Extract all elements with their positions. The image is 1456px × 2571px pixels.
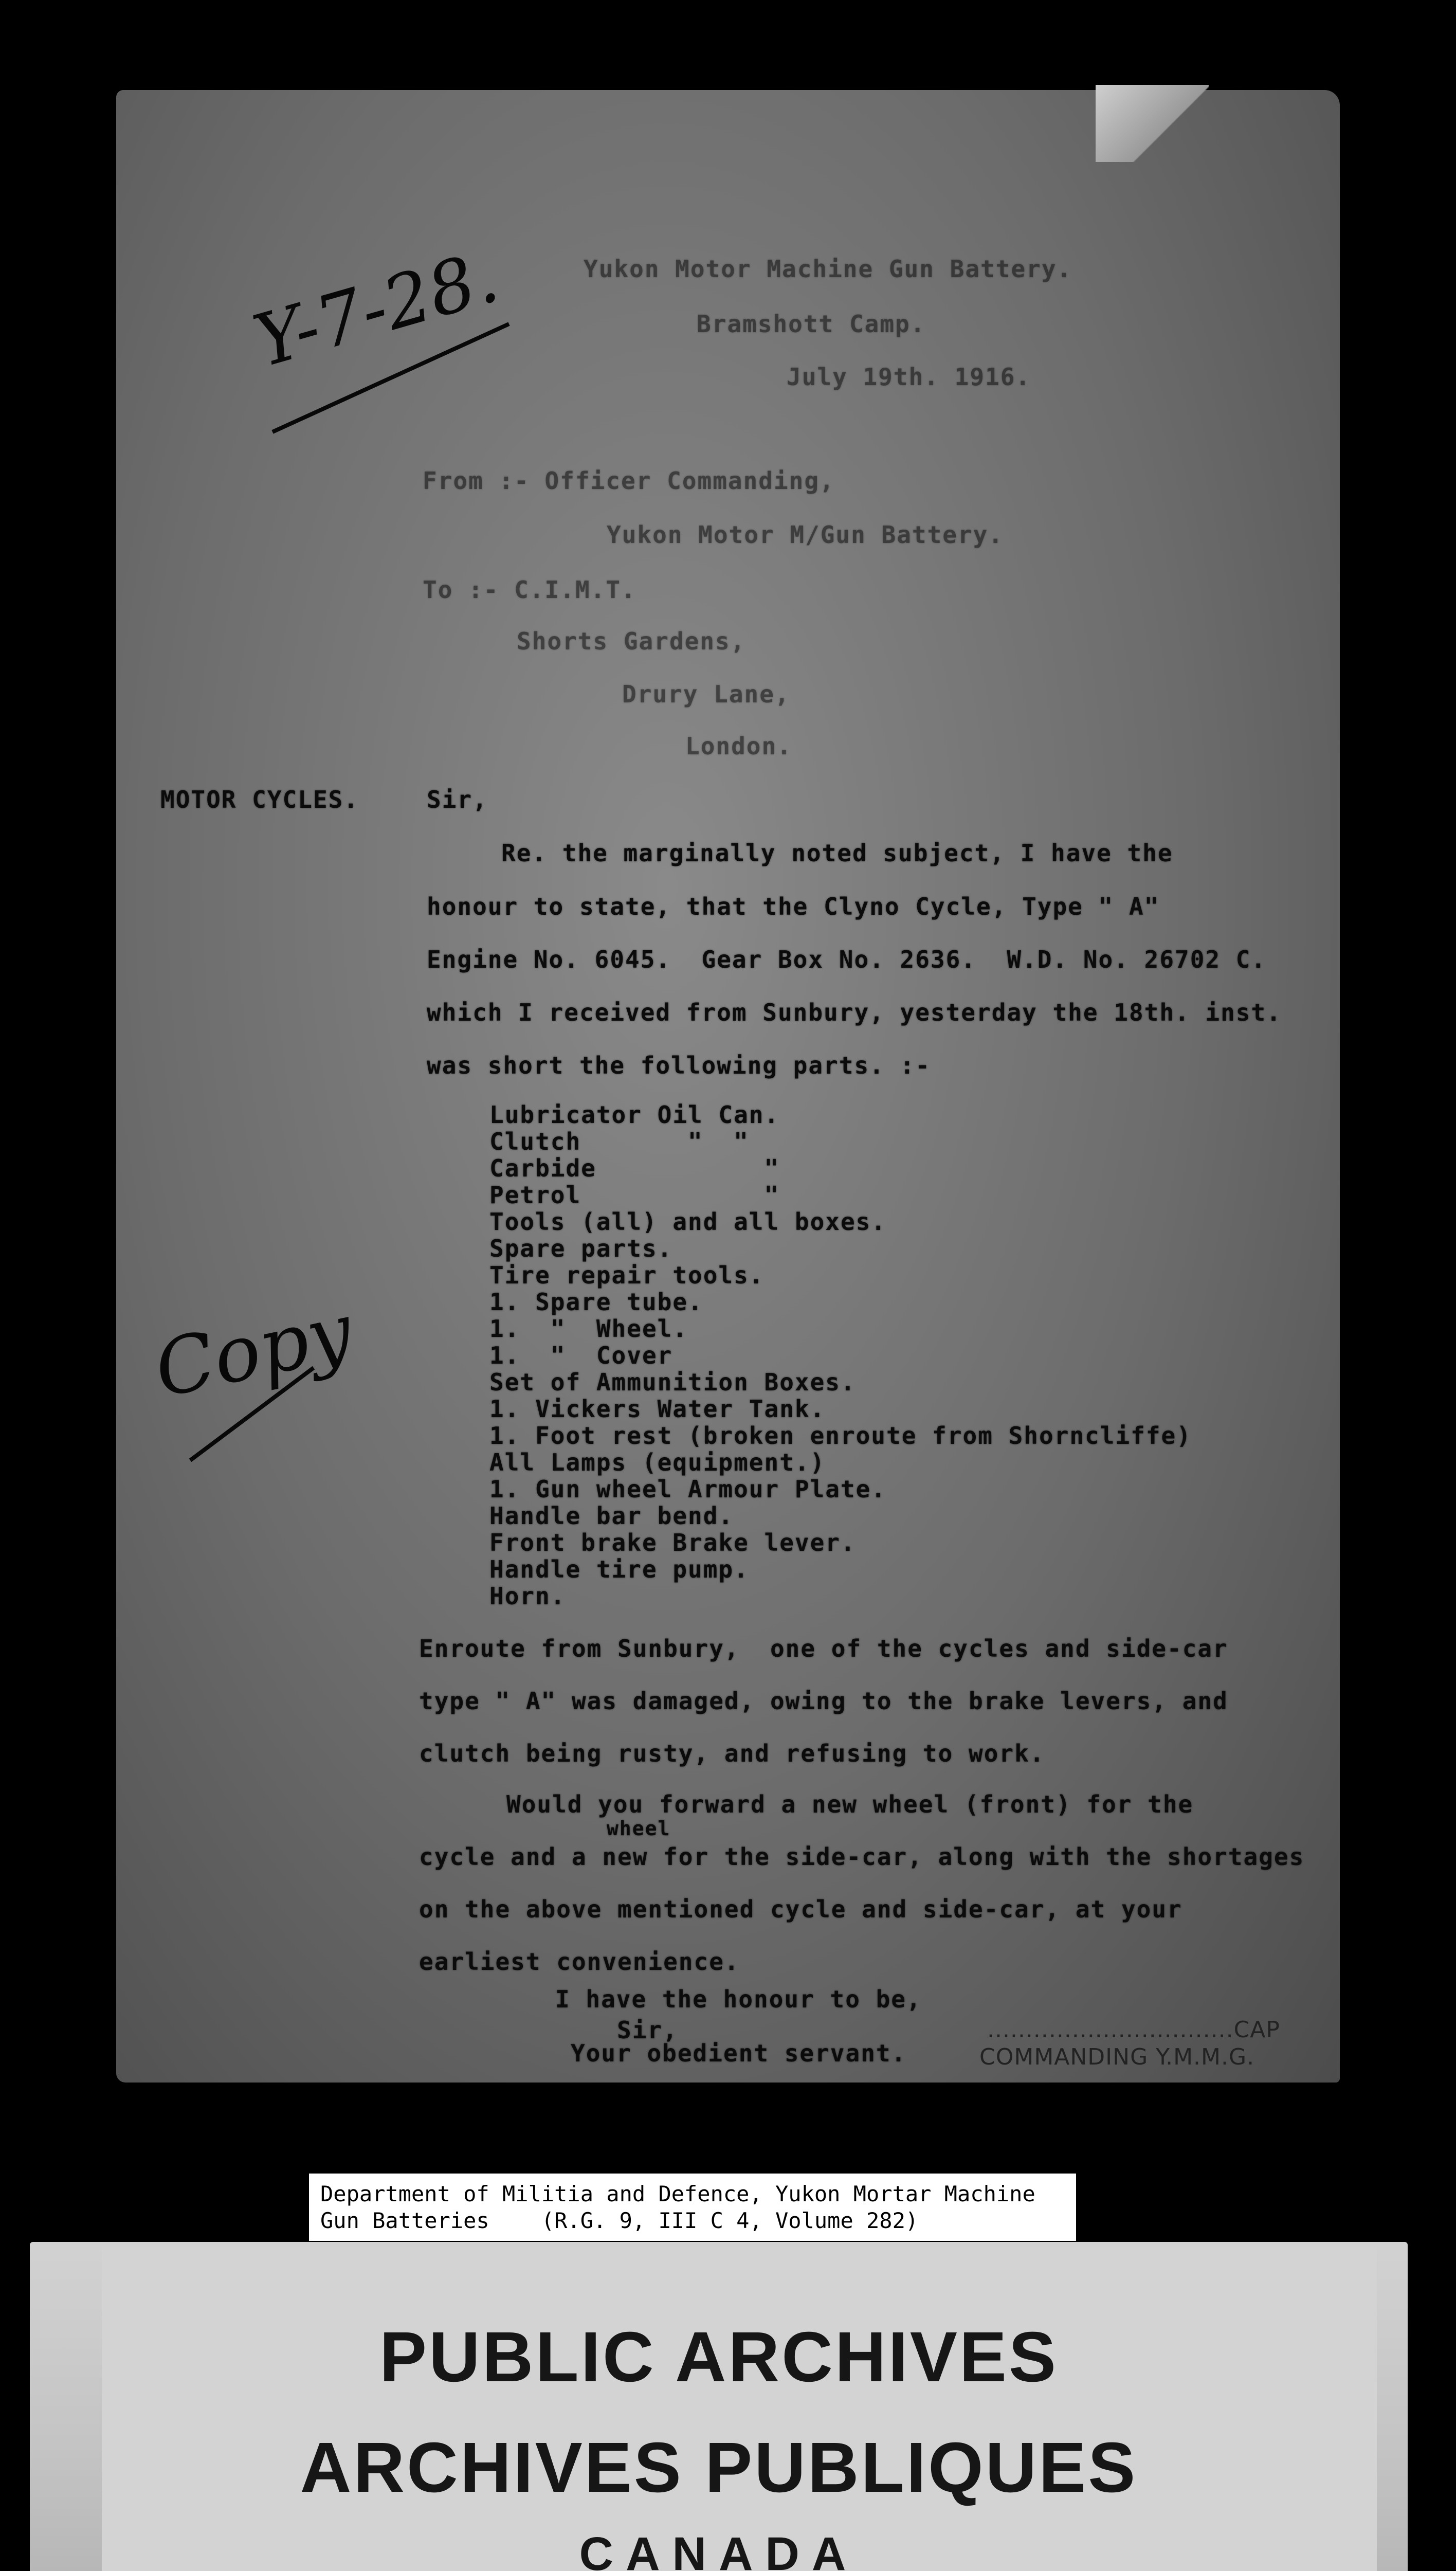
body-line: which I received from Sunbury, yesterday the 18th. inst. <box>427 999 1282 1026</box>
handwritten-copy-note: Copy <box>147 1286 360 1416</box>
margin-subject: MOTOR CYCLES. <box>160 786 359 813</box>
archives-card-panel <box>102 2247 1377 2571</box>
archives-country: CANADA <box>579 2528 859 2571</box>
commanding-stamp: COMMANDING Y.M.M.G. <box>979 2044 1255 2070</box>
closing-line: Sir, <box>617 2016 678 2044</box>
body-line: Engine No. 6045. Gear Box No. 2636. W.D. No. 26702 C. <box>427 946 1267 973</box>
parts-list-item: Set of Ammunition Boxes. <box>489 1368 856 1396</box>
parts-list-item: Lubricator Oil Can. <box>489 1101 780 1129</box>
parts-list-item: 1. Gun wheel Armour Plate. <box>489 1475 887 1503</box>
caption-line: Department of Militia and Defence, Yukon Mortar Machine <box>320 2181 1035 2206</box>
parts-list-item: 1. " Wheel. <box>489 1315 688 1343</box>
letter-date: July 19th. 1916. <box>787 363 1031 391</box>
closing-line: I have the honour to be, <box>555 1985 922 2013</box>
parts-list-item: 1. Vickers Water Tank. <box>489 1395 826 1423</box>
handwritten-copy-stroke <box>185 1363 319 1465</box>
body-line: Re. the marginally noted subject, I have the <box>501 839 1173 867</box>
archives-title-fr: ARCHIVES PUBLIQUES <box>300 2428 1138 2507</box>
request-insertion: wheel <box>607 1817 671 1840</box>
from-unit: Yukon Motor M/Gun Battery. <box>607 521 1004 549</box>
handwritten-reference: Y-7-28. <box>245 234 507 384</box>
handwritten-underline <box>267 319 514 437</box>
request-line: earliest convenience. <box>419 1948 740 1976</box>
caption-line: Gun Batteries (R.G. 9, III C 4, Volume 282) <box>320 2208 919 2233</box>
parts-list-item: Carbide " <box>489 1154 780 1182</box>
body-line: type " A" was damaged, owing to the brake levers, and <box>419 1687 1228 1715</box>
letter-header-location: Bramshott Camp. <box>697 310 926 338</box>
body-line: clutch being rusty, and refusing to work. <box>419 1740 1045 1767</box>
signature-line: ................................CAP <box>987 2017 1280 2043</box>
to-address-2: Drury Lane, <box>622 680 790 708</box>
parts-list-item: Spare parts. <box>489 1235 673 1262</box>
parts-list-item: Petrol " <box>489 1181 780 1209</box>
public-archives-card <box>30 2242 1408 2571</box>
to-address-1: Shorts Gardens, <box>517 627 746 655</box>
request-line: cycle and a new for the side-car, along with the shortages <box>419 1843 1305 1871</box>
parts-list-item: Tire repair tools. <box>489 1261 765 1289</box>
parts-list-item: Clutch " " <box>489 1128 749 1155</box>
to-address-3: London. <box>685 732 792 760</box>
parts-list-item: 1. Spare tube. <box>489 1288 703 1316</box>
parts-list-item: Front brake Brake lever. <box>489 1529 856 1556</box>
from-line: From :- Officer Commanding, <box>423 467 835 495</box>
body-line: honour to state, that the Clyno Cycle, Type " A" <box>427 893 1160 920</box>
request-line: Would you forward a new wheel (front) for the <box>506 1790 1194 1818</box>
parts-list-item: Horn. <box>489 1582 566 1610</box>
parts-list-item: Handle tire pump. <box>489 1555 749 1583</box>
salutation: Sir, <box>427 786 488 813</box>
body-line: was short the following parts. :- <box>427 1052 931 1079</box>
archive-caption-label <box>309 2174 1076 2241</box>
parts-list-item: 1. " Cover <box>489 1342 673 1369</box>
request-line: on the above mentioned cycle and side-car, at your <box>419 1895 1182 1923</box>
to-line: To :- C.I.M.T. <box>423 576 636 604</box>
body-line: Enroute from Sunbury, one of the cycles and side-car <box>419 1635 1228 1662</box>
parts-list-item: All Lamps (equipment.) <box>489 1449 826 1476</box>
letter-header-unit: Yukon Motor Machine Gun Battery. <box>584 255 1072 283</box>
closing-line: Your obedient servant. <box>571 2039 907 2067</box>
parts-list-item: 1. Foot rest (broken enroute from Shorncliffe) <box>489 1422 1192 1450</box>
archives-title-en: PUBLIC ARCHIVES <box>379 2317 1058 2397</box>
parts-list-item: Tools (all) and all boxes. <box>489 1208 887 1236</box>
folded-corner <box>1096 85 1209 162</box>
parts-list-item: Handle bar bend. <box>489 1502 734 1530</box>
